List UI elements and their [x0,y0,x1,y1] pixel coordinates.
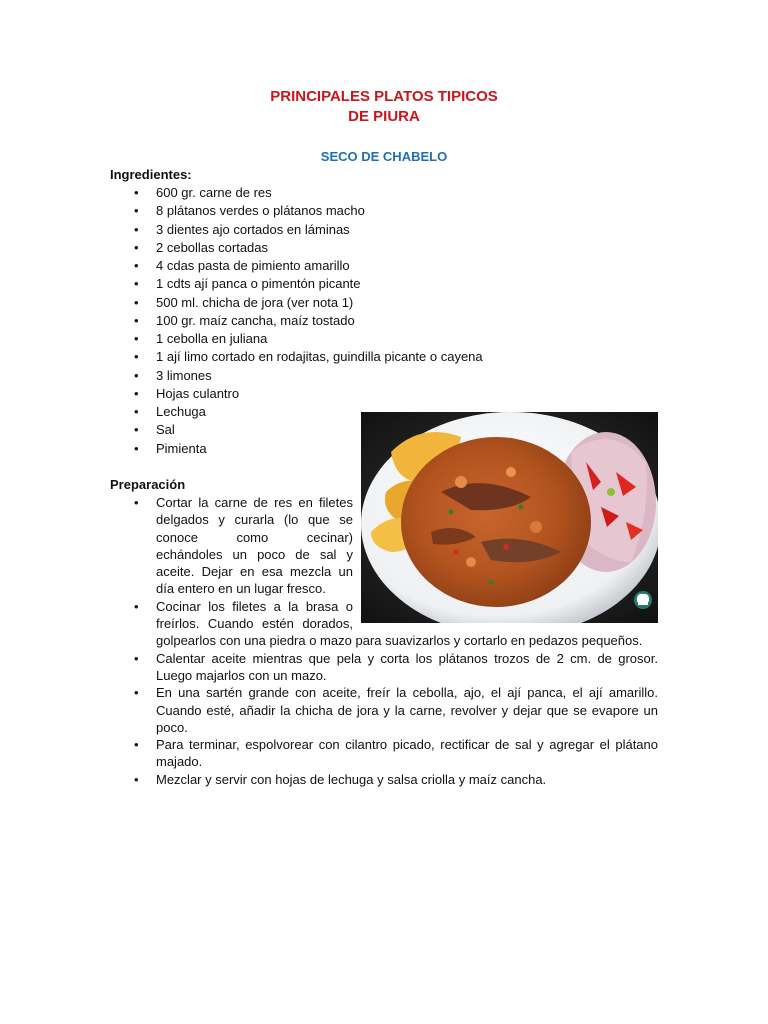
preparation-step: • Calentar aceite mientras que pela y corta los plátanos trozos de 2 cm. de grosor. Luego majarlos con un mazo. [110,650,658,685]
title-line-2: DE PIURA [348,108,420,125]
ingredient-item: • 1 ají limo cortado en rodajitas, guindilla picante o cayena [110,348,530,366]
preparation-step: • Cocinar los filetes a la brasa o freírlos. Cuando estén dorados, golpearlos con una piedra o mazo para suavizarlos y cortarlo en pedazos pequeños. [110,598,658,650]
ingredient-item: • Lechuga [110,403,530,421]
recipe-name: SECO DE CHABELO [320,149,448,164]
ingredient-item: • Pimienta [110,440,530,458]
ingredient-item: • 3 dientes ajo cortados en láminas [110,221,530,239]
ingredient-item: • 3 limones [110,367,530,385]
preparation-step: • En una sartén grande con aceite, freír la cebolla, ajo, el ají panca, el ají amarillo. Cuando esté, añadir la chicha de jora y la carne, revolver y dejar que se evapore un poco. [110,684,658,736]
ingredient-item: • 100 gr. maíz cancha, maíz tostado [110,312,530,330]
ingredient-item: • 4 cdas pasta de pimiento amarillo [110,257,530,275]
ingredient-item: • Sal [110,421,530,439]
preparation-heading: Preparación [110,477,186,492]
preparation-step: • Cortar la carne de res en filetes delgados y curarla (lo que se conoce como cecinar) echándoles un poco de sal y aceite. Dejar en esa mezcla un día entero en un lugar fresco. [110,494,658,598]
page-title [0,87,768,127]
ingredient-item: • 1 cebolla en juliana [110,330,530,348]
ingredients-heading: Ingredientes: [110,167,192,182]
ingredient-item: • 2 cebollas cortadas [110,239,530,257]
preparation-step: • Mezclar y servir con hojas de lechuga y salsa criolla y maíz cancha. [110,771,658,788]
ingredient-item: • 1 cdts ají panca o pimentón picante [110,275,530,293]
title-line-1: PRINCIPALES PLATOS TIPICOS [270,88,498,105]
ingredient-item: • 8 plátanos verdes o plátanos macho [110,202,530,220]
ingredient-item: • 500 ml. chicha de jora (ver nota 1) [110,294,530,312]
ingredient-item: • Hojas culantro [110,385,530,403]
ingredient-item: • 600 gr. carne de res [110,184,530,202]
preparation-step: • Para terminar, espolvorear con cilantro picado, rectificar de sal y agregar el plátano majado. [110,736,658,771]
preparation-steps [110,494,658,788]
